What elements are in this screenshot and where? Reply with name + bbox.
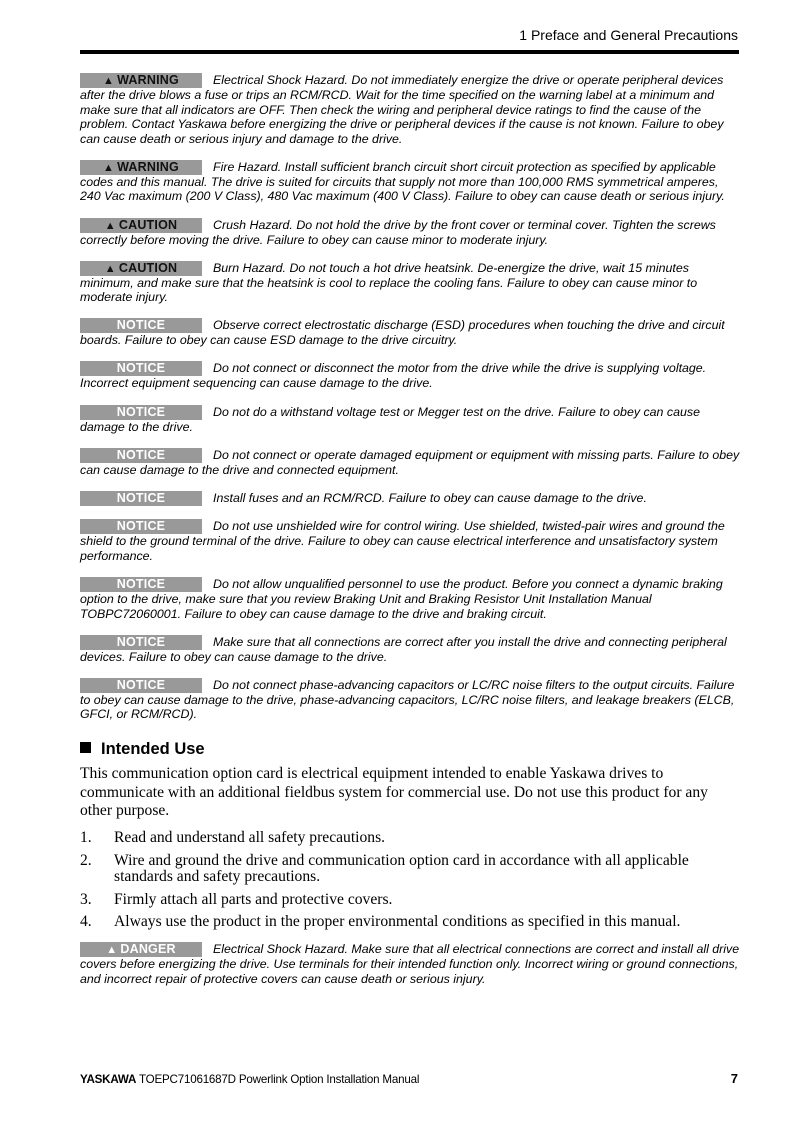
warning-triangle-icon: ▲ [104, 219, 116, 232]
notice-badge: NOTICE [80, 519, 202, 534]
warning-triangle-icon: ▲ [104, 262, 116, 275]
page-header-title: 1 Preface and General Precautions [519, 27, 738, 43]
notice-badge: NOTICE [80, 491, 202, 506]
warning-triangle-icon: ▲ [103, 161, 115, 174]
notice-shielded-wire: NOTICE Do not use unshielded wire for control wiring. Use shielded, twisted-pair wires and ground the shield to the ground terminal of the drive. Failure to obey can cause electrical interference and unsatisfactory system performance. [80, 519, 725, 563]
notice-capacitors: NOTICE Do not connect phase-advancing capacitors or LC/RC noise filters to the output circuits. Failure to obey can cause damage to the drive, phase-advancing capacitors, LC/RC noise filters, and leakage breakers (ELCB, GFCI, or RCM/RCD). [80, 677, 735, 722]
notice-unqualified-personnel: NOTICE Do not allow unqualified personnel to use the product. Before you connect a dynamic braking option to the drive, make sure that you review Braking Unit and Braking Resistor Unit Installation Manual TOBPC72060001. Failure to obey can cause damage to the drive and braking circuit. [80, 576, 723, 621]
square-bullet-icon [80, 742, 91, 753]
notice-damaged-equipment: NOTICE Do not connect or operate damaged equipment or equipment with missing parts. Failure to obey can cause damage to the drive and connected equipment. [80, 447, 740, 477]
caution-badge: ▲ CAUTION [80, 261, 202, 276]
intended-use-steps [80, 830, 740, 937]
footer-document-title: YASKAWA TOEPC71061687D Powerlink Option Installation Manual [80, 1073, 420, 1086]
notice-fuses: NOTICE Install fuses and an RCM/RCD. Failure to obey can cause damage to the drive. [80, 491, 740, 506]
notice-badge: NOTICE [80, 361, 202, 376]
notice-motor-connect: NOTICE Do not connect or disconnect the motor from the drive while the drive is supplying voltage. Incorrect equipment sequencing can cause damage to the drive. [80, 361, 707, 391]
notice-badge: NOTICE [80, 318, 202, 333]
notice-esd: NOTICE Observe correct electrostatic discharge (ESD) procedures when touching the drive and circuit boards. Failure to obey can cause ESD damage to the drive circuitry. [80, 318, 725, 348]
danger-notice: ▲ DANGER Electrical Shock Hazard. Make sure that all electrical connections are correct and install all drive covers before energizing the drive. Use terminals for their intended function only. Incorrect wiring or ground connections, and incorrect repair of protective covers can cause death or serious injury. [80, 942, 740, 986]
list-item: 3. Firmly attach all parts and protective covers. [80, 890, 393, 908]
notice-badge: NOTICE [80, 448, 202, 463]
warning-badge: ▲ WARNING [80, 73, 202, 88]
warning-badge: ▲ WARNING [80, 160, 202, 175]
notice-badge: NOTICE [80, 577, 202, 592]
notice-badge: NOTICE [80, 635, 202, 650]
list-item: 4. Always use the product in the proper environmental conditions as specified in this manual. [80, 913, 681, 930]
warning-triangle-icon: ▲ [103, 75, 115, 87]
notice-badge: NOTICE [80, 678, 202, 693]
page-number: 7 [730, 1071, 738, 1086]
caution-badge: ▲ CAUTION [80, 218, 202, 233]
list-item: 1. Read and understand all safety precautions. [80, 829, 386, 846]
notice-withstand-test: NOTICE Do not do a withstand voltage test or Megger test on the drive. Failure to obey can cause damage to the drive. [80, 404, 700, 434]
notice-caution-crush: ▲ CAUTION Crush Hazard. Do not hold the drive by the front cover or terminal cover. Tighten the screws correctly before moving the drive. Failure to obey can cause minor to moderate injury. [80, 217, 716, 247]
warning-triangle-icon: ▲ [106, 944, 118, 956]
intended-use-intro: This communication option card is electrical equipment intended to enable Yaskawa drives to communicate with an additional fieldbus system for commercial use. Do not use this product for any other purpose. [80, 765, 708, 820]
notice-warning-fire: ▲ WARNING Fire Hazard. Install sufficient branch circuit short circuit protection as specified by applicable codes and this manual. The drive is suited for circuits that supply not more than 100,000 RMS symmetrical amperes, 240 Vac maximum (200 V Class), 480 Vac maximum (400 V Class). Failure to obey can cause death or serious injury. [80, 159, 725, 204]
list-item: 2. Wire and ground the drive and communication option card in accordance with all applicable standards and safety precautions. [80, 851, 689, 885]
safety-notices [80, 73, 740, 735]
danger-badge: ▲ DANGER [80, 942, 202, 957]
notice-badge: NOTICE [80, 405, 202, 420]
header-rule [80, 50, 739, 54]
notice-connections: NOTICE Make sure that all connections are correct after you install the drive and connecting peripheral devices. Failure to obey can cause damage to the drive. [80, 634, 727, 664]
notice-warning-shock: ▲ WARNING Electrical Shock Hazard. Do not immediately energize the drive or operate peripheral devices after the drive blows a fuse or trips an RCM/RCD. Wait for the time specified on the warning label at a minimum and make sure that all indicators are OFF. Then check the wiring and peripheral device ratings to find the cause of the problem. Contact Yaskawa before energizing the drive or peripheral devices if the cause is not known. Failure to obey can cause death or serious injury and damage to the drive. [80, 73, 724, 146]
notice-caution-burn: ▲ CAUTION Burn Hazard. Do not touch a hot drive heatsink. De-energize the drive, wait 15 minutes minimum, and make sure that the heatsink is cool to replace the cooling fans. Failure to obey can cause minor to moderate injury. [80, 260, 698, 305]
section-heading-intended-use: Intended Use [80, 740, 205, 759]
